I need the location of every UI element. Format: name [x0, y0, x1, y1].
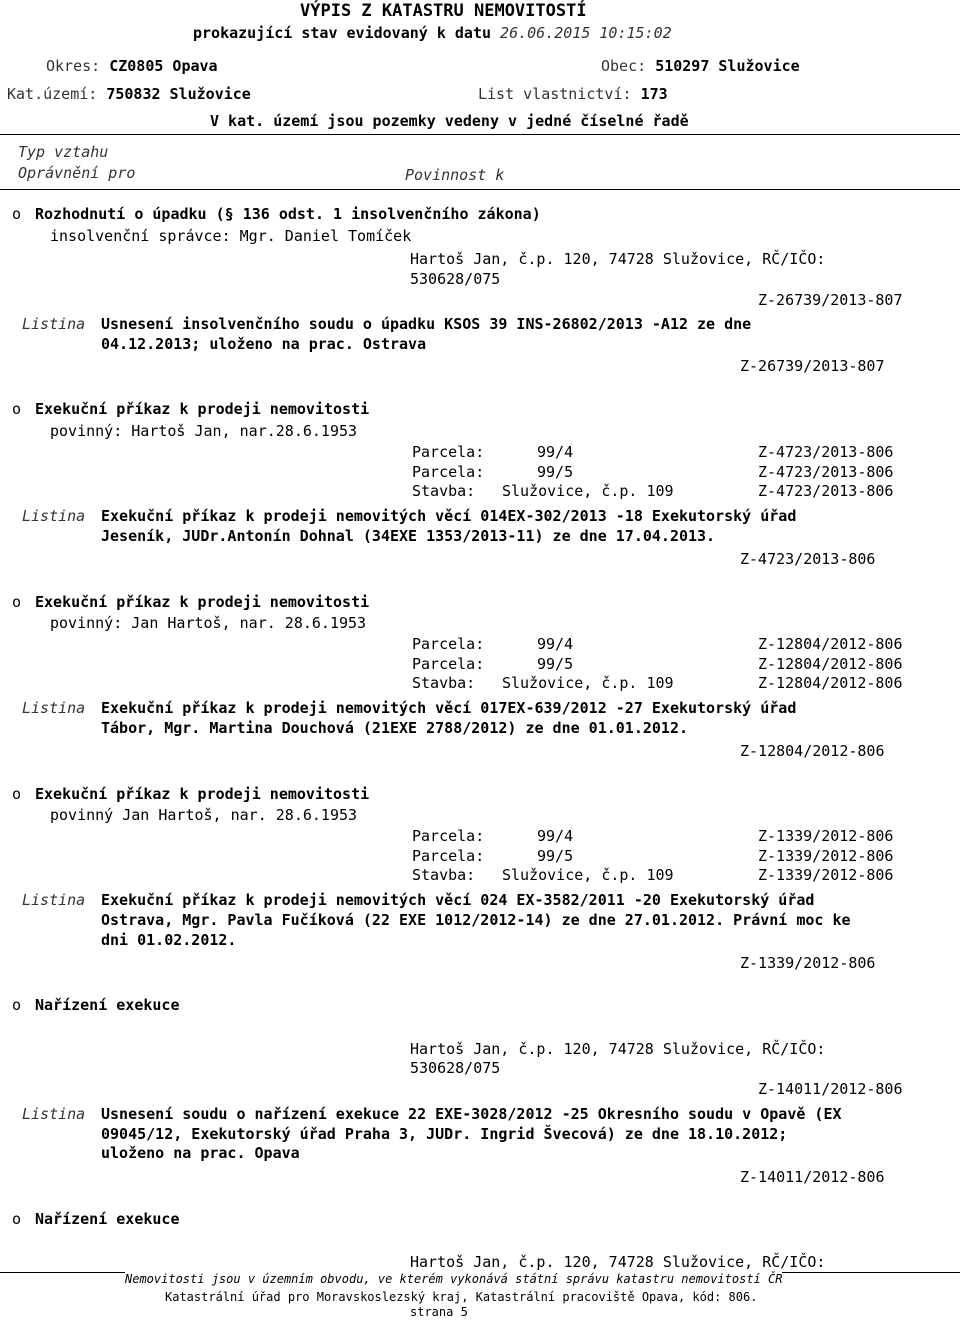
col-opravneni-pro: Oprávnění pro: [18, 164, 136, 182]
item-label: Parcela:: [412, 827, 485, 845]
item-label: Parcela:: [412, 847, 485, 865]
subtitle-date: 26.06.2015 10:15:02: [500, 24, 672, 42]
entry-title: Exekuční příkaz k prodeji nemovitosti: [35, 400, 370, 418]
entry-subject: Hartoš Jan, č.p. 120, 74728 Služovice, RČ/IČO:: [410, 1253, 826, 1271]
listina-label: Listina: [22, 315, 86, 333]
listina-ref: Z-12804/2012-806: [740, 742, 885, 760]
list-vlastnictvi: [478, 85, 668, 104]
col-typ-vztahu: Typ vztahu: [18, 143, 109, 161]
listina-text: Exekuční příkaz k prodeji nemovitých věcí 024 EX-3582/2011 -20 Exekutorský úřad: [101, 891, 815, 909]
subtitle: [193, 24, 672, 43]
item-value: 99/4: [537, 635, 574, 653]
entry-bullet: o: [12, 400, 22, 418]
subtitle-prefix: prokazující stav evidovaný k datu: [193, 24, 492, 42]
item-ref: Z-1339/2012-806: [758, 827, 894, 845]
item-ref: Z-12804/2012-806: [758, 655, 903, 673]
listina-text: 04.12.2013; uloženo na prac. Ostrava: [101, 335, 427, 353]
item-label: Stavba:: [412, 482, 476, 500]
listina-text: Jeseník, JUDr.Antonín Dohnal (34EXE 1353/2013-11) ze dne 17.04.2013.: [101, 527, 716, 545]
okres-value: CZ0805 Opava: [109, 57, 218, 75]
entry-subject: Hartoš Jan, č.p. 120, 74728 Služovice, RČ/IČO:: [410, 1040, 826, 1058]
item-value: 99/5: [537, 847, 574, 865]
item-value: 99/4: [537, 827, 574, 845]
entry-ref: Z-26739/2013-807: [758, 291, 903, 309]
columns-divider: [0, 189, 960, 190]
entry-ref: Z-14011/2012-806: [758, 1080, 903, 1098]
entry-detail: insolvenční správce: Mgr. Daniel Tomíček: [50, 227, 412, 245]
page-number: strana 5: [410, 1305, 468, 1319]
listina-text: Tábor, Mgr. Martina Douchová (21EXE 2788/2012) ze dne 01.01.2012.: [101, 719, 688, 737]
entry-bullet: o: [12, 205, 22, 223]
listina-text: Exekuční příkaz k prodeji nemovitých věcí 017EX-639/2012 -27 Exekutorský úřad: [101, 699, 797, 717]
item-value: 99/4: [537, 443, 574, 461]
item-ref: Z-1339/2012-806: [758, 866, 894, 884]
entry-bullet: o: [12, 593, 22, 611]
item-value: Služovice, č.p. 109: [502, 674, 674, 692]
entry-detail: povinný: Hartoš Jan, nar.28.6.1953: [50, 422, 358, 440]
entry-subject-id: 530628/075: [410, 270, 501, 288]
listina-text: Usnesení insolvenčního soudu o úpadku KSOS 39 INS-26802/2013 -A12 ze dne: [101, 315, 752, 333]
item-label: Stavba:: [412, 866, 476, 884]
kat-uzemi-label: Kat.území:: [7, 85, 98, 103]
item-ref: Z-4723/2013-806: [758, 443, 894, 461]
obec: [601, 57, 800, 76]
entry-bullet: o: [12, 785, 22, 803]
item-value: 99/5: [537, 655, 574, 673]
listina-ref: Z-1339/2012-806: [740, 954, 876, 972]
listina-text: Ostrava, Mgr. Pavla Fučíková (22 EXE 1012/2012-14) ze dne 27.01.2012. Právní moc ke: [101, 911, 851, 929]
item-value: 99/5: [537, 463, 574, 481]
footer-line2: Katastrální úřad pro Moravskoslezský kraj, Katastrální pracoviště Opava, kód: 806.: [165, 1290, 758, 1304]
item-label: Parcela:: [412, 443, 485, 461]
numbering-note: V kat. území jsou pozemky vedeny v jedné číselné řadě: [210, 112, 689, 130]
kat-uzemi-value: 750832 Služovice: [106, 85, 251, 103]
listina-text: dni 01.02.2012.: [101, 931, 237, 949]
okres: [46, 57, 218, 76]
item-label: Parcela:: [412, 655, 485, 673]
listina-label: Listina: [22, 891, 86, 909]
item-value: Služovice, č.p. 109: [502, 482, 674, 500]
listina-label: Listina: [22, 699, 86, 717]
footer-line1: Nemovitosti jsou v územním obvodu, ve kterém vykonává státní správu katastru nemovitostí ČR: [125, 1272, 783, 1286]
item-ref: Z-12804/2012-806: [758, 635, 903, 653]
entry-bullet: o: [12, 996, 22, 1014]
entry-detail: povinný: Jan Hartoš, nar. 28.6.1953: [50, 614, 367, 632]
item-value: Služovice, č.p. 109: [502, 866, 674, 884]
entry-bullet: o: [12, 1210, 22, 1228]
kat-uzemi: [7, 85, 251, 104]
entry-detail: povinný Jan Hartoš, nar. 28.6.1953: [50, 806, 358, 824]
listina-text: Usnesení soudu o nařízení exekuce 22 EXE-3028/2012 -25 Okresního soudu v Opavě (EX: [101, 1105, 842, 1123]
obec-label: Obec:: [601, 57, 647, 75]
entry-title: Rozhodnutí o úpadku (§ 136 odst. 1 insolvenčního zákona): [35, 205, 541, 223]
listina-text: uloženo na prac. Opava: [101, 1144, 300, 1162]
entry-subject-id: 530628/075: [410, 1059, 501, 1077]
item-ref: Z-1339/2012-806: [758, 847, 894, 865]
okres-label: Okres:: [46, 57, 101, 75]
entry-title: Exekuční příkaz k prodeji nemovitosti: [35, 593, 370, 611]
item-ref: Z-4723/2013-806: [758, 463, 894, 481]
listina-label: Listina: [22, 1105, 86, 1123]
item-label: Parcela:: [412, 635, 485, 653]
col-povinnost-k: Povinnost k: [405, 166, 505, 184]
item-label: Parcela:: [412, 463, 485, 481]
listina-text: Exekuční příkaz k prodeji nemovitých věcí 014EX-302/2013 -18 Exekutorský úřad: [101, 507, 797, 525]
page-title: VÝPIS Z KATASTRU NEMOVITOSTÍ: [300, 1, 587, 21]
listina-label: Listina: [22, 507, 86, 525]
entry-title: Nařízení exekuce: [35, 1210, 180, 1228]
listina-ref: Z-14011/2012-806: [740, 1168, 885, 1186]
entry-title: Exekuční příkaz k prodeji nemovitosti: [35, 785, 370, 803]
entry-title: Nařízení exekuce: [35, 996, 180, 1014]
listina-ref: Z-4723/2013-806: [740, 550, 876, 568]
lv-label: List vlastnictví:: [478, 85, 632, 103]
entry-subject: Hartoš Jan, č.p. 120, 74728 Služovice, RČ/IČO:: [410, 250, 826, 268]
item-ref: Z-12804/2012-806: [758, 674, 903, 692]
listina-text: 09045/12, Exekutorský úřad Praha 3, JUDr. Ingrid Švecová) ze dne 18.10.2012;: [101, 1125, 788, 1143]
obec-value: 510297 Služovice: [655, 57, 800, 75]
header-divider: [0, 134, 960, 135]
lv-value: 173: [640, 85, 668, 103]
item-ref: Z-4723/2013-806: [758, 482, 894, 500]
listina-ref: Z-26739/2013-807: [740, 357, 885, 375]
item-label: Stavba:: [412, 674, 476, 692]
